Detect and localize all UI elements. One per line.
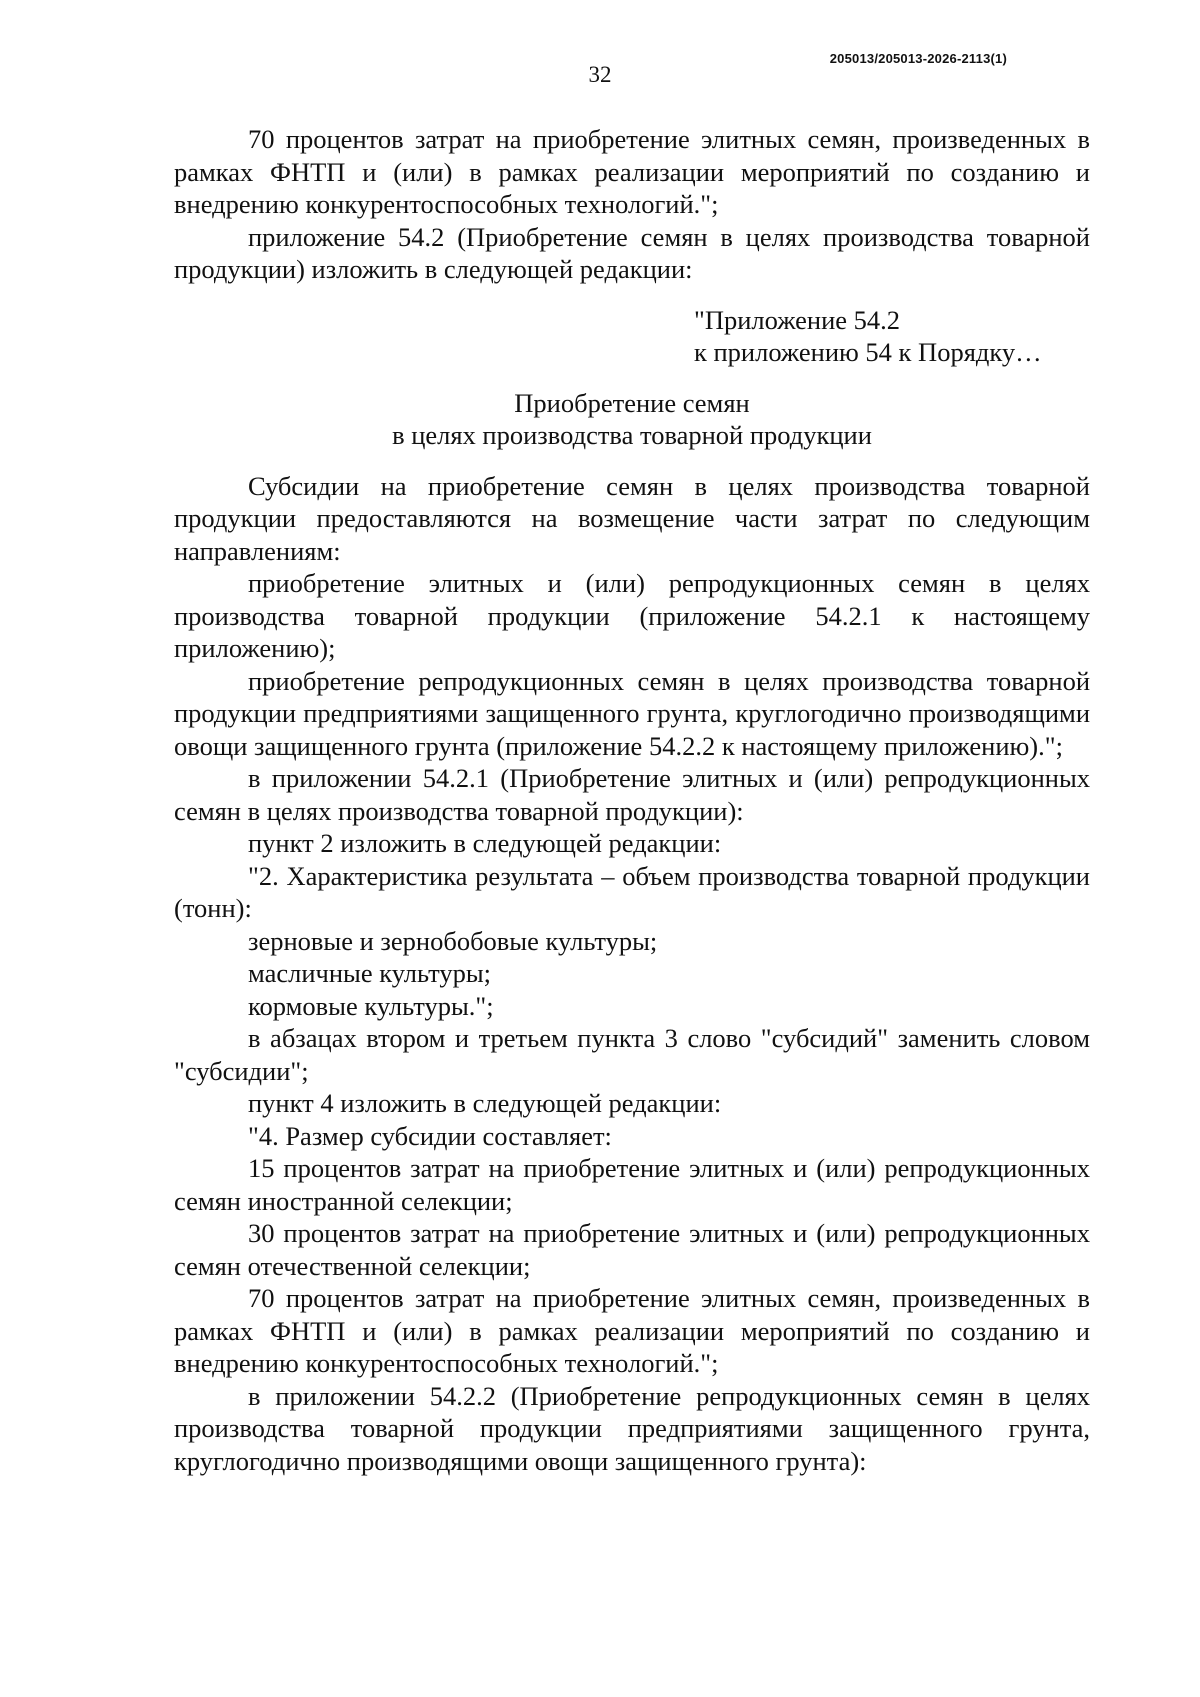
paragraph: 15 процентов затрат на приобретение элитных и (или) репродукционных семян иностранной селекции; [174,1153,1090,1216]
document-body [174,123,1090,1477]
paragraph: пункт 4 изложить в следующей редакции: [248,1088,722,1118]
appendix-reference [694,304,1090,369]
paragraph: 70 процентов затрат на приобретение элитных семян, произведенных в рамках ФНТП и (или) в рамках реализации мероприятий по созданию и внедрению конкурентоспособных технологий."; [174,124,1090,219]
paragraph: 30 процентов затрат на приобретение элитных и (или) репродукционных семян отечественной селекции; [174,1218,1090,1281]
document-id: 205013/205013-2026-2113(1) [829,51,1007,66]
spacer [174,452,1090,470]
paragraph: в абзацах втором и третьем пункта 3 слово "субсидий" заменить словом "субсидии"; [174,1023,1090,1086]
paragraph: "4. Размер субсидии составляет: [248,1120,612,1151]
list-item: зерновые и зернобобовые культуры; [248,925,658,956]
paragraph: в приложении 54.2.2 (Приобретение репродукционных семян в целях производства товарной продукции предприятиями защищенного грунта, круглогодично производящими овощи защищенного грунта): [174,1380,1090,1476]
paragraph: Субсидии на приобретение семян в целях производства товарной продукции предоставляются на возмещение части затрат по следующим направлениям: [174,470,1090,566]
paragraph: "2. Характеристика результата – объем производства товарной продукции (тонн): [174,860,1090,923]
page-number: 32 [588,62,612,87]
paragraph: приобретение элитных и (или) репродукционных семян в целях производства товарной продукции (приложение 54.2.1 к настоящему приложению); [174,568,1090,663]
appendix-reference-line: к приложению 54 к Порядку… [694,337,1042,367]
spacer [174,286,1090,304]
paragraph: приобретение репродукционных семян в целях производства товарной продукции предприятиями защищенного грунта, круглогодично производящими овощи защищенного грунта (приложение 54.2.2 к настоящему приложению)."; [174,665,1090,761]
section-title-line: в целях производства товарной продукции [392,420,872,450]
section-title-line: Приобретение семян [514,387,750,418]
paragraph: приложение 54.2 (Приобретение семян в целях производства товарной продукции) изложить в следующей редакции: [174,221,1090,284]
paragraph: 70 процентов затрат на приобретение элитных семян, произведенных в рамках ФНТП и (или) в рамках реализации мероприятий по созданию и внедрению конкурентоспособных технологий."; [174,1283,1090,1378]
list-item: масличные культуры; [248,958,492,988]
paragraph: в приложении 54.2.1 (Приобретение элитных и (или) репродукционных семян в целях производства товарной продукции): [174,763,1090,826]
spacer [174,369,1090,387]
list-item: кормовые культуры."; [248,990,494,1021]
section-title [174,387,1090,452]
appendix-reference-line: "Приложение 54.2 [694,304,901,335]
paragraph: пункт 2 изложить в следующей редакции: [248,828,722,858]
